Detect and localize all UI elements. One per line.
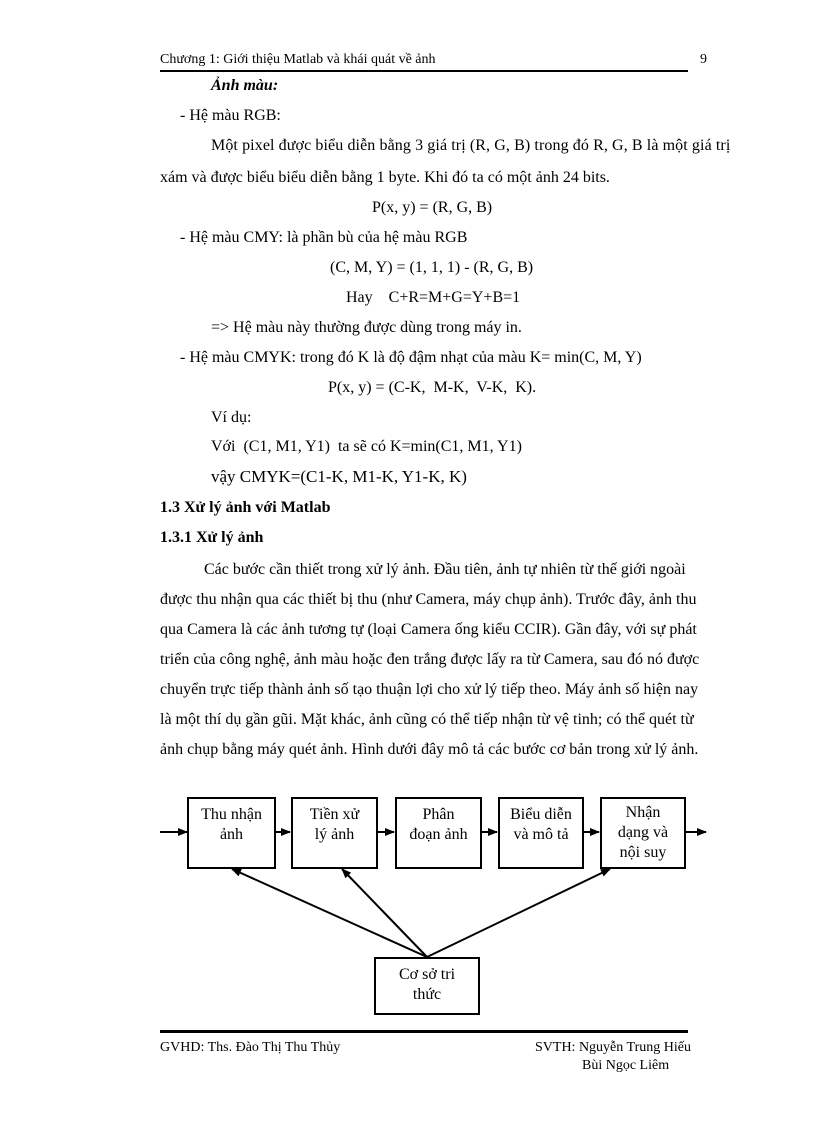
box-line: đoạn ảnh: [409, 826, 468, 843]
footer-advisor: GVHD: Ths. Đào Thị Thu Thủy: [160, 1040, 341, 1055]
box-line: Phân: [422, 806, 455, 823]
bullet-cmy: - Hệ màu CMY: là phần bù của hệ màu RGB: [180, 229, 468, 246]
header-title: Chương 1: Giới thiệu Matlab và khái quát về ảnh: [160, 52, 436, 67]
paragraph-line: ảnh chụp bằng máy quét ảnh. Hình dưới đây mô tả các bước cơ bản trong xử lý ảnh.: [160, 741, 699, 758]
knowledge-arrow-2: [342, 869, 427, 957]
paragraph-line: chuyển trực tiếp thành ảnh số tạo thuận lợi cho xử lý tiếp theo. Máy ảnh số hiện nay: [160, 681, 699, 698]
example-line-2: vậy CMYK=(C1-K, M1-K, Y1-K, K): [211, 467, 467, 486]
knowledge-base-box: [374, 957, 480, 1015]
footer-rule: [160, 1030, 688, 1033]
rgb-paragraph-line-2: xám và được biểu biểu diễn bằng 1 byte. Khi đó ta có một ảnh 24 bits.: [160, 169, 610, 186]
paragraph-line: triển của công nghệ, ảnh màu hoặc đen trắng được lấy ra từ Camera, sau đó nó được: [160, 651, 700, 668]
section-heading-1-3: 1.3 Xử lý ảnh với Matlab: [160, 499, 331, 516]
box-line: dạng và: [617, 824, 669, 841]
box-line: ảnh: [219, 826, 244, 843]
cmyk-formula: P(x, y) = (C-K, M-K, V-K, K).: [328, 379, 537, 396]
paragraph-line: qua Camera là các ảnh tương tự (loại Camera ống kiểu CCIR). Gần đây, với sự phát: [160, 621, 697, 638]
cmy-note: => Hệ màu này thường được dùng trong máy in.: [211, 319, 522, 336]
section-heading-1-3-1: 1.3.1 Xử lý ảnh: [160, 529, 264, 546]
rgb-formula: P(x, y) = (R, G, B): [372, 199, 493, 216]
box-line: và mô tả: [513, 826, 569, 843]
paragraph-line: Các bước cần thiết trong xử lý ảnh. Đầu tiên, ảnh tự nhiên từ thế giới ngoài: [204, 561, 686, 578]
paragraph-line: được thu nhận qua các thiết bị thu (như Camera, máy chụp ảnh). Trước đây, ảnh thu: [160, 591, 697, 608]
step-box-segmentation: [395, 797, 482, 869]
box-line: thức: [412, 986, 442, 1003]
box-line: Tiền xử: [309, 806, 360, 823]
heading-color-image: Ảnh màu:: [211, 77, 279, 94]
step-box-recognition: [600, 797, 686, 869]
step-box-acquisition: [187, 797, 276, 869]
rgb-paragraph-line-1: Một pixel được biểu diễn bằng 3 giá trị (R, G, B) trong đó R, G, B là một giá trị: [211, 137, 731, 154]
box-line: Cơ sở tri: [398, 966, 456, 983]
step-box-representation: [498, 797, 584, 869]
knowledge-arrow-1: [232, 869, 427, 957]
step-box-preprocessing: [291, 797, 378, 869]
example-label: Ví dụ:: [211, 409, 252, 426]
footer-student-1: SVTH: Nguyễn Trung Hiếu: [535, 1040, 691, 1055]
box-line: Biểu diễn: [510, 806, 572, 823]
box-line: nội suy: [619, 844, 667, 861]
paragraph-line: là một thí dụ gần gũi. Mặt khác, ảnh cũng có thể tiếp nhận từ vệ tinh; có thể quét từ: [160, 711, 694, 728]
cmy-formula-2: Hay C+R=M+G=Y+B=1: [346, 289, 521, 306]
box-line: Nhận: [625, 804, 661, 821]
bullet-rgb: - Hệ màu RGB:: [180, 107, 281, 124]
footer-student-2: Bùi Ngọc Liêm: [582, 1058, 670, 1073]
bullet-cmyk: - Hệ màu CMYK: trong đó K là độ đậm nhạt của màu K= min(C, M, Y): [180, 349, 642, 366]
page-number: 9: [700, 52, 707, 67]
knowledge-arrow-5: [427, 869, 610, 957]
box-line: lý ảnh: [314, 826, 355, 843]
example-line-1: Với (C1, M1, Y1) ta sẽ có K=min(C1, M1, Y1): [211, 438, 522, 455]
box-line: Thu nhận: [201, 806, 262, 823]
cmy-formula-1: (C, M, Y) = (1, 1, 1) - (R, G, B): [330, 259, 534, 276]
